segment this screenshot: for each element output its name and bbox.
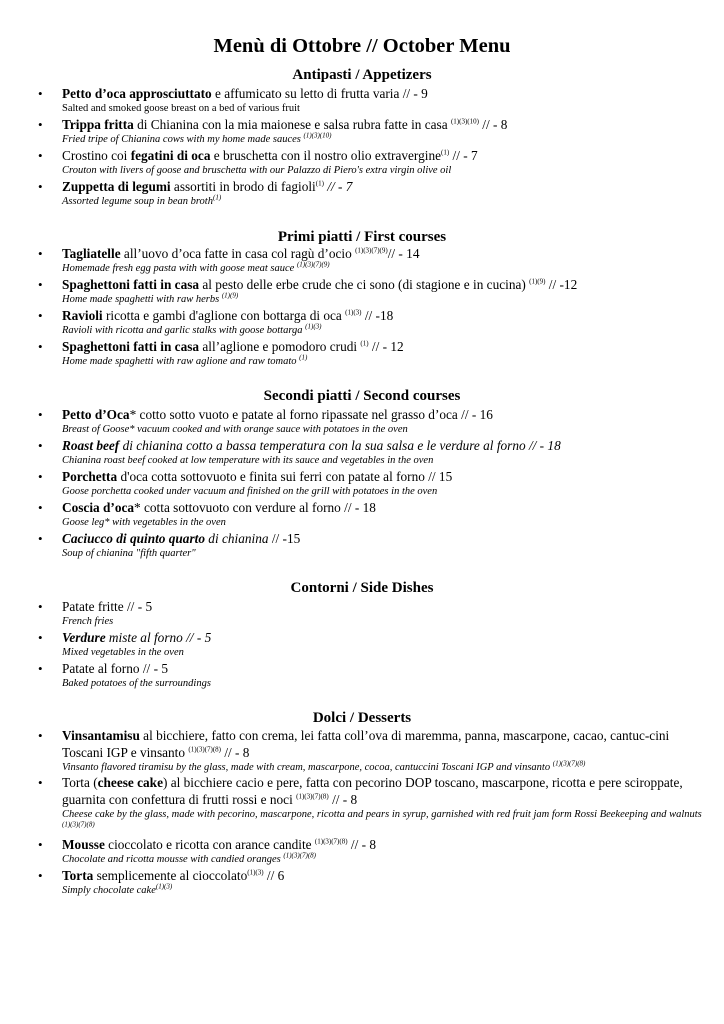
list-item: • Coscia d’oca* cotta sottovuoto con verdure al forno // - 18 Goose leg* with vegetables in the oven: [62, 499, 710, 530]
bullet: •: [38, 407, 43, 422]
list-item: • Vinsantamisu al bicchiere, fatto con crema, lei fatta coll’ova di maremma, panna, mascarpone, cacao, cantuc-cini Toscani IGP e vinsanto $^{(1)(3)(7)(8)}$ // - 8 Vinsanto flavored tiramisu by the glass, made with cream, mascarpone, cocoa, cantuccini Toscani IGP and vinsanto $^{(1)(3)(7)(8)}$: [62, 727, 710, 775]
bullet: •: [38, 868, 43, 883]
list-item: • Caciucco di quinto quarto di chianina // -15 Soup of chianina "fifth quarter": [62, 530, 710, 561]
item-translation: Crouton with livers of goose and bruschetta with our Palazzo di Piero's extra virgin olive oil: [62, 165, 452, 176]
bullet: •: [38, 775, 43, 790]
section-heading-antipasti: Antipasti / Appetizers: [292, 67, 432, 83]
list-item: • Patate al forno // - 5 Baked potatoes of the surroundings: [62, 660, 710, 691]
item-translation: Breast of Goose* vacuum cooked and with orange sauce with potatoes in the oven: [62, 424, 408, 435]
item-translation: Cheese cake by the glass, made with pecorino, mascarpone, ricotta and pears in syrup, garnished with red fruit jam form Rossi Beekeeping and walnuts $^{(1)(3)(7)(8)}$: [62, 809, 702, 829]
bullet: •: [38, 179, 43, 194]
list-item: • Porchetta d'oca cotta sottovuoto e finita sui ferri con patate al forno // 15 Goose porchetta cooked under vacuum and finished on the grill with potatoes in the oven: [62, 468, 710, 499]
bullet: •: [38, 630, 43, 645]
item-translation: Ravioli with ricotta and garlic stalks with goose bottarga $^{(1)(3)}$: [62, 322, 322, 336]
list-item: • Torta semplicemente al cioccolato$^{(1)(3)}$ // 6 Simply chocolate cake$^{(1)(3)}$: [62, 867, 710, 898]
page-title: Menù di Ottobre // October Menu: [213, 35, 511, 57]
bullet: •: [38, 531, 43, 546]
list-item: • Trippa fritta di Chianina con la mia maionese e salsa rubra fatte in casa $^{(1)(3)(10)}$ // - 8 Fried tripe of Chianina cows with my home made sauces $^{(1)(3)(10)}$: [62, 116, 710, 147]
section-heading-secondi: Secondi piatti / Second courses: [263, 388, 461, 404]
list-item: • Patate fritte // - 5 French fries: [62, 598, 710, 629]
list-item: • Petto d’oca approsciuttato e affumicato su letto di frutta varia // - 9 Salted and smoked goose breast on a bed of various fruit: [62, 85, 710, 116]
list-item: • Roast beef di chianina cotto a bassa temperatura con la sua salsa e le verdure al forno // - 18 Chianina roast beef cooked at low temperature with its sauce and vegetables in the oven: [62, 437, 710, 468]
item-translation: Vinsanto flavored tiramisu by the glass, made with cream, mascarpone, cocoa, cantuccini Toscani IGP and vinsanto $^{(1)(3)(7)(8)}$: [62, 759, 586, 773]
bullet: •: [38, 599, 43, 614]
item-translation: Chocolate and ricotta mousse with candied oranges $^{(1)(3)(7)(8)}$: [62, 851, 317, 865]
list-item: • Spaghettoni fatti in casa all’aglione e pomodoro crudi $^{(1)}$ // - 12 Home made spaghetti with raw aglione and raw tomato $^{(1)}$: [62, 338, 710, 369]
section-heading-contorni: Contorni / Side Dishes: [290, 580, 434, 596]
list-item: • Mousse cioccolato e ricotta con arance candite $^{(1)(3)(7)(8)}$ // - 8 Chocolate and ricotta mousse with candied oranges $^{(1)(3)(7)(8)}$: [62, 836, 710, 867]
item-translation: Simply chocolate cake$^{(1)(3)}$: [62, 882, 173, 896]
item-translation: Home made spaghetti with raw aglione and raw tomato $^{(1)}$: [62, 353, 308, 367]
bullet: •: [38, 117, 43, 132]
item-translation: Chianina roast beef cooked at low temperature with its sauce and vegetables in the oven: [62, 455, 434, 466]
list-item: • Verdure miste al forno // - 5 Mixed vegetables in the oven: [62, 629, 710, 660]
bullet: •: [38, 661, 43, 676]
item-translation: Soup of chianina "fifth quarter": [62, 548, 196, 559]
list-item: • Spaghettoni fatti in casa al pesto delle erbe crude che ci sono (di stagione e in cucina) $^{(1)(9)}$ // -12 Home made spaghetti with raw herbs $^{(1)(9)}$: [62, 276, 710, 307]
item-translation: Mixed vegetables in the oven: [62, 647, 184, 658]
item-translation: Fried tripe of Chianina cows with my home made sauces $^{(1)(3)(10)}$: [62, 131, 332, 145]
bullet: •: [38, 277, 43, 292]
bullet: •: [38, 469, 43, 484]
bullet: •: [38, 500, 43, 515]
list-item: • Crostino coi fegatini di oca e bruschetta con il nostro olio extravergine$^{(1)}$ // - 7 Crouton with livers of goose and bruschetta with our Palazzo di Piero's extra virgin olive oil: [62, 147, 710, 178]
bullet: •: [38, 339, 43, 354]
bullet: •: [38, 308, 43, 323]
item-translation: Baked potatoes of the surroundings: [62, 678, 211, 689]
section-heading-primi: Primi piatti / First courses: [277, 229, 447, 245]
bullet: •: [38, 246, 43, 261]
item-translation: Homemade fresh egg pasta with with goose meat sauce $^{(1)(3)(7)(9)}$: [62, 260, 330, 274]
item-translation: Goose leg* with vegetables in the oven: [62, 517, 226, 528]
item-translation: Home made spaghetti with raw herbs $^{(1)(9)}$: [62, 291, 239, 305]
bullet: •: [38, 148, 43, 163]
list-item: • Petto d’Oca* cotto sotto vuoto e patate al forno ripassate nel grasso d’oca // - 16 Breast of Goose* vacuum cooked and with orange sauce with potatoes in the oven: [62, 406, 710, 437]
list-item: • Zuppetta di legumi assortiti in brodo di fagioli$^{(1)}$ // - 7 Assorted legume soup in bean broth$^{(1)}$: [62, 178, 710, 209]
list-item: • Ravioli ricotta e gambi d'aglione con bottarga di oca $^{(1)(3)}$ // -18 Ravioli with ricotta and garlic stalks with goose bottarga $^{(1)(3)}$: [62, 307, 710, 338]
item-translation: French fries: [62, 616, 114, 627]
item-translation: Goose porchetta cooked under vacuum and finished on the grill with potatoes in the oven: [62, 486, 438, 497]
bullet: •: [38, 86, 43, 101]
section-heading-dolci: Dolci / Desserts: [312, 710, 412, 726]
bullet: •: [38, 728, 43, 743]
bullet: •: [38, 438, 43, 453]
item-translation: Salted and smoked goose breast on a bed of various fruit: [62, 103, 300, 114]
list-item: • Torta (cheese cake) al bicchiere cacio e pere, fatta con pecorino DOP toscano, mascarpone, ricotta e pere sciroppate, guarnita con confettura di frutti rossi e noci $^{(1)(3)(7)(8)}$ // - 8 Cheese cake by the glass, made with pecorino, mascarpone, ricotta and pears in syrup, garnished with red fruit jam form Rossi Beekeeping and walnuts $^{(1)(3)(7)(8)}$: [62, 774, 710, 836]
bullet: •: [38, 837, 43, 852]
list-item: • Tagliatelle all’uovo d’oca fatte in casa col ragù d’ocio $^{(1)(3)(7)(9)}$// - 14 Homemade fresh egg pasta with with goose meat sauce $^{(1)(3)(7)(9)}$: [62, 245, 710, 276]
item-translation: Assorted legume soup in bean broth$^{(1)}$: [62, 193, 222, 207]
